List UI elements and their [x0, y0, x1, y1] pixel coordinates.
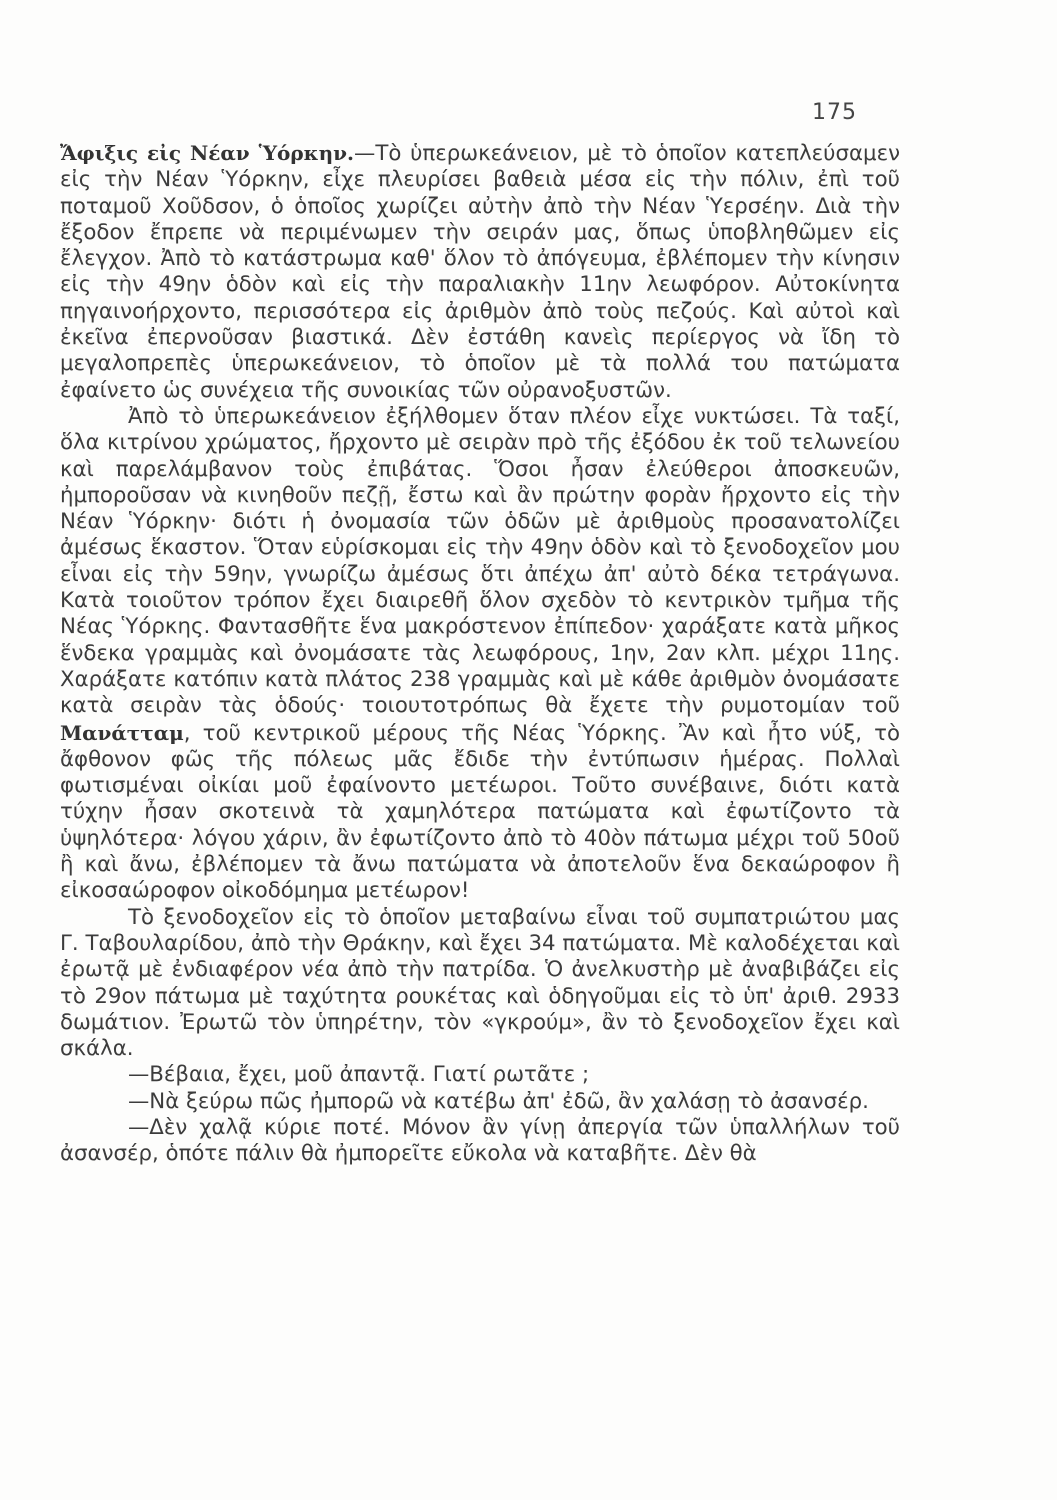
body-text [60, 140, 900, 1168]
dialogue-line [60, 1062, 900, 1088]
paragraph-text: Ἀπὸ τὸ ὑπερωκεάνειον ἐξήλθομεν ὅταν πλέον εἶχε νυκτώσει. Τὰ ταξί, ὅλα κιτρίνου χρώματος, ἤρχοντο μὲ σειρὰν πρὸ τῆς ἐξόδου ἐκ τοῦ τελωνείου καὶ παρελάμβανον τοὺς ἐπιβάτας. Ὅσοι ἦσαν ἐλεύθεροι ἀποσκευῶν, ἠμποροῦσαν νὰ κινηθοῦν πεζῇ, ἔστω καὶ ἂν πρώτην φορὰν ἤρχοντο εἰς τὴν Νέαν Ὑόρκην· διότι ἡ ὀνομασία τῶν ὁδῶν μὲ ἀριθμοὺς προσανατολίζει ἀμέσως ἕκαστον. Ὅταν εὑρίσκομαι εἰς τὴν 49ην ὁδὸν καὶ τὸ ξενοδοχεῖον μου εἶναι εἰς τὴν 59ην, γνωρίζω ἀμέσως ὅτι ἀπέχω ἀπ' αὐτὸ δέκα τετράγωνα. Κατὰ τοιοῦτον τρόπον ἔχει διαιρεθῆ ὅλον σχεδὸν τὸ κεντρικὸν τμῆμα τῆς Νέας Ὑόρκης. Φαντασθῆτε ἕνα μακρόστενον ἐπίπεδον· χαράξατε κατὰ μῆκος ἕνδεκα γραμμὰς καὶ ὀνομάσατε τὰς λεωφόρους, 1ην, 2αν κλπ. μέχρι 11ης. Χαράξατε κατόπιν κατὰ πλάτος 238 γραμμὰς καὶ μὲ κάθε ἀριθμὸν ὀνομάσατε κατὰ σειρὰν τὰς ὁδούς· τοιουτοτρόπως θὰ ἔχετε τὴν ρυμοτομίαν τοῦ [60, 403, 900, 719]
paragraph-text: —Βέβαια, ἔχει, μοῦ ἀπαντᾷ. Γιατί ρωτᾶτε ; [128, 1062, 590, 1088]
dialogue-line [60, 1115, 900, 1168]
page-number: 175 [812, 100, 857, 125]
paragraph-text: Τὸ ξενοδοχεῖον εἰς τὸ ὁποῖον μεταβαίνω εἶναι τοῦ συμπατριώτου μας Γ. Ταβουλαρίδου, ἀπὸ τὴν Θράκην, καὶ ἔχει 34 πατώματα. Μὲ καλοδέχεται καὶ ἐρωτᾷ μὲ ἐνδιαφέρον νέα ἀπὸ τὴν πατρίδα. Ὁ ἀνελκυστὴρ μὲ ἀναβιβάζει εἰς τὸ 29ον πάτωμα μὲ ταχύτητα ρουκέτας καὶ ὁδηγοῦμαι εἰς τὸ ὑπ' ἀριθ. 2933 δωμάτιον. Ἐρωτῶ τὸν ὑπηρέτην, τὸν «γκρούμ», ἂν τὸ ξενοδοχεῖον ἔχει καὶ σκάλα. [60, 904, 900, 1062]
paragraph-hotel [60, 905, 900, 1063]
paragraph-text: —Νὰ ξεύρω πῶς ἠμπορῶ νὰ κατέβω ἀπ' ἐδῶ, ἂν χαλάσῃ τὸ ἀσανσέρ. [128, 1088, 869, 1114]
paragraph-arrival [60, 140, 900, 404]
dialogue-line [60, 1089, 900, 1115]
paragraph-text: , τοῦ κεντρικοῦ μέρους τῆς Νέας Ὑόρκης. Ἂν καὶ ἦτο νύξ, τὸ ἄφθονον φῶς τῆς πόλεως μᾶς ἔδιδε τὴν ἐντύπωσιν ἡμέρας. Πολλαὶ φωτισμέναι οἰκίαι μοῦ ἐφαίνοντο μετέωροι. Τοῦτο συνέβαινε, διότι κατὰ τύχην ἦσαν σκοτεινὰ τὰ χαμηλότερα πατώματα καὶ ἐφωτίζοντο τὰ ὑψηλότερα· λόγου χάριν, ἂν ἐφωτίζοντο ἀπὸ τὸ 40ὸν πάτωμα μέχρι τοῦ 50οῦ ἢ καὶ ἄνω, ἐβλέπομεν τὰ ἄνω πατώματα νὰ ἀποτελοῦν ἕνα δεκαώροφον ἢ εἰκοσαώροφον οἰκοδόμημα μετέωρον! [60, 720, 900, 904]
section-heading: Ἄφιξις εἰς Νέαν Ὑόρκην. [60, 141, 355, 165]
bold-term-manhattan: Μανάτταμ [60, 720, 184, 745]
paragraph-text: —Δὲν χαλᾷ κύριε ποτέ. Μόνον ἂν γίνῃ ἀπεργία τῶν ὑπαλλήλων τοῦ ἀσανσέρ, ὁπότε πάλιν θὰ ἠμπορεῖτε εὔκολα νὰ καταβῆτε. Δὲν θὰ [60, 1114, 900, 1167]
paragraph-taxis [60, 404, 900, 905]
paragraph-text: —Τὸ ὑπερωκεάνειον, μὲ τὸ ὁποῖον κατεπλεύσαμεν εἰς τὴν Νέαν Ὑόρκην, εἶχε πλευρίσει βαθειὰ μέσα εἰς τὴν πόλιν, ἐπὶ τοῦ ποταμοῦ Χοῦδσον, ὁ ὁποῖος χωρίζει αὐτὴν ἀπὸ τὴν Νέαν Ὑερσέην. Διὰ τὴν ἔξοδον ἔπρεπε νὰ περιμένωμεν τὴν σειράν μας, ὅπως ὑποβληθῶμεν εἰς ἔλεγχον. Ἀπὸ τὸ κατάστρωμα καθ' ὅλον τὸ ἀπόγευμα, ἐβλέπομεν τὴν κίνησιν εἰς τὴν 49ην ὁδὸν καὶ εἰς τὴν παραλιακὴν 11ην λεωφόρον. Αὐτοκίνητα πηγαινοήρχοντο, περισσότερα εἰς ἀριθμὸν ἀπὸ τοὺς πεζούς. Καὶ αὐτοὶ καὶ ἐκεῖνα ἐπερνοῦσαν βιαστικά. Δὲν ἐστάθη κανεὶς περίεργος νὰ ἴδη τὸ μεγαλοπρεπὲς ὑπερωκεάνειον, τὸ ὁποῖον μὲ τὰ πολλά του πατώματα ἐφαίνετο ὡς συνέχεια τῆς συνοικίας τῶν οὐρανοξυστῶν. [60, 141, 900, 403]
